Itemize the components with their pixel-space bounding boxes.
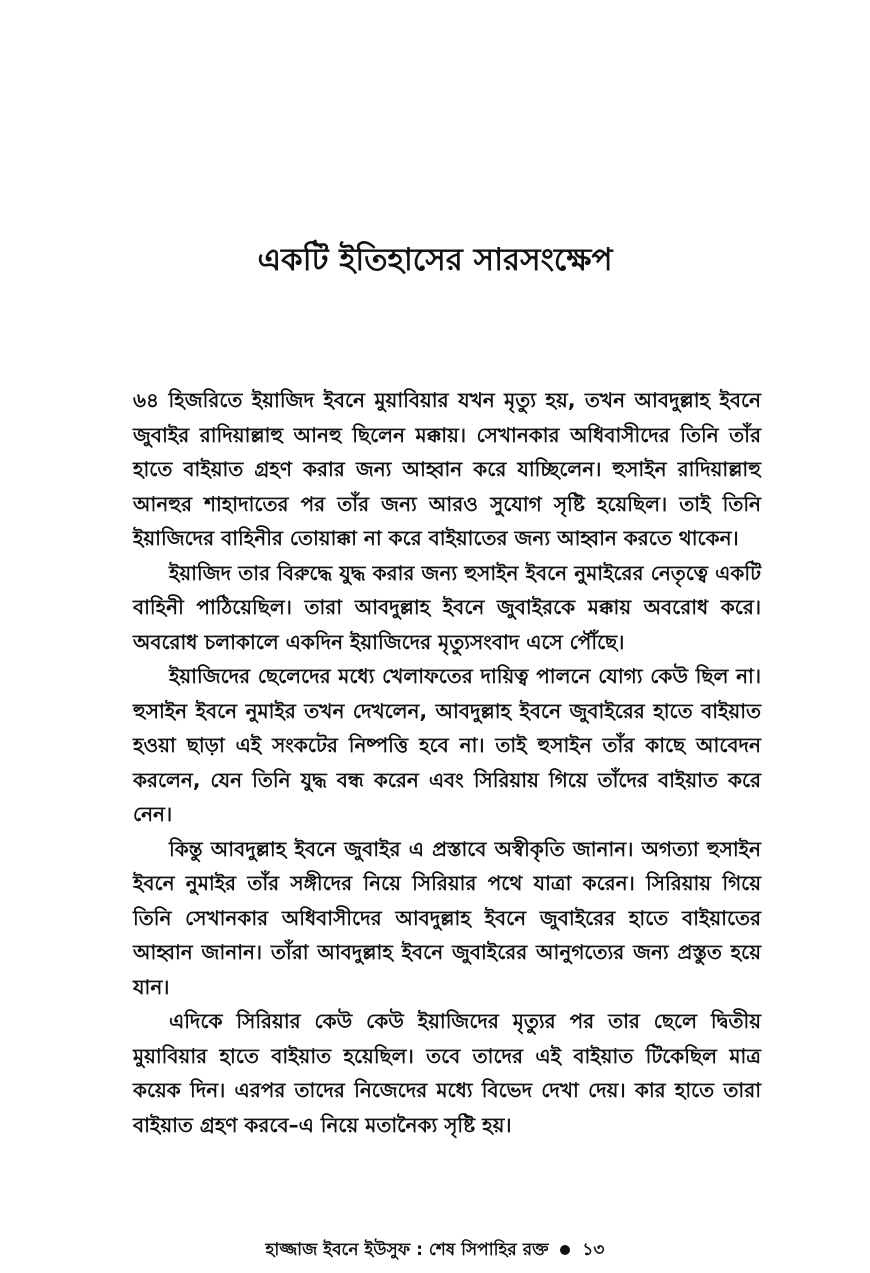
- running-title: হাজ্জাজ ইবনে ইউসুফ : শেষ সিপাহির রক্ত: [265, 1240, 549, 1260]
- chapter-title: একটি ইতিহাসের সারসংক্ষেপ: [257, 242, 613, 278]
- paragraph-5: এদিকে সিরিয়ার কেউ কেউ ইয়াজিদের মৃত্যুর পর তার ছেলে দ্বিতীয় মুয়াবিয়ার হাতে বাইয়াত হয়েছিল। তবে তাদের এই বাইয়াত টিকেছিল মাত্র কয়েক দিন। এরপর তাদের নিজেদের মধ্যে বিভেদ দেখা দেয়। কার হাতে তারা বাইয়াত গ্রহণ করবে–এ নিয়ে মতানৈক্য সৃষ্টি হয়।: [133, 1009, 761, 1137]
- paragraph-3: ইয়াজিদের ছেলেদের মধ্যে খেলাফতের দায়িত্ব পালনে যোগ্য কেউ ছিল না। হুসাইন ইবনে নুমাইর তখন দেখলেন, আবদুল্লাহ ইবনে জুবাইরের হাতে বাইয়াত হওয়া ছাড়া এই সংকটের নিষ্পত্তি হবে না। তাই হুসাইন তাঁর কাছে আবেদন করলেন, যেন তিনি যুদ্ধ বন্ধ করেন এবং সিরিয়ায় গিয়ে তাঁদের বাইয়াত করে নেন।: [133, 664, 761, 826]
- page-footer: [0, 1237, 870, 1263]
- paragraph-4: কিন্তু আবদুল্লাহ ইবনে জুবাইর এ প্রস্তাবে অস্বীকৃতি জানান। অগত্যা হুসাইন ইবনে নুমাইর তাঁর সঙ্গীদের নিয়ে সিরিয়ার পথে যাত্রা করেন। সিরিয়ায় গিয়ে তিনি সেখানকার অধিবাসীদের আবদুল্লাহ ইবনে জুবাইরের হাতে বাইয়াতের আহ্বান জানান। তাঁরা আবদুল্লাহ ইবনে জুবাইরের আনুগত্যের জন্য প্রস্তুত হয়ে যান।: [133, 836, 761, 999]
- page-number: ১৩: [582, 1240, 605, 1260]
- paragraph-2: ইয়াজিদ তার বিরুদ্ধে যুদ্ধ করার জন্য হুসাইন ইবনে নুমাইরের নেতৃত্বে একটি বাহিনী পাঠিয়েছিল। তারা আবদুল্লাহ ইবনে জুবাইরকে মক্কায় অবরোধ করে। অবরোধ চলাকালে একদিন ইয়াজিদের মৃত্যুসংবাদ এসে পৌঁছে।: [133, 560, 761, 654]
- bullet-separator-icon: [560, 1245, 570, 1255]
- paragraph-1: ৬৪ হিজরিতে ইয়াজিদ ইবনে মুয়াবিয়ার যখন মৃত্যু হয়, তখন আবদুল্লাহ ইবনে জুবাইর রাদিয়াল্লাহু আনহু ছিলেন মক্কায়। সেখানকার অধিবাসীদের তিনি তাঁর হাতে বাইয়াত গ্রহণ করার জন্য আহ্বান করে যাচ্ছিলেন। হুসাইন রাদিয়াল্লাহু আনহুর শাহাদাতের পর তাঁর জন্য আরও সুযোগ সৃষ্টি হয়েছিল। তাই তিনি ইয়াজিদের বাহিনীর তোয়াক্কা না করে বাইয়াতের জন্য আহ্বান করতে থাকেন।: [133, 388, 761, 550]
- chapter-body: [133, 383, 761, 1142]
